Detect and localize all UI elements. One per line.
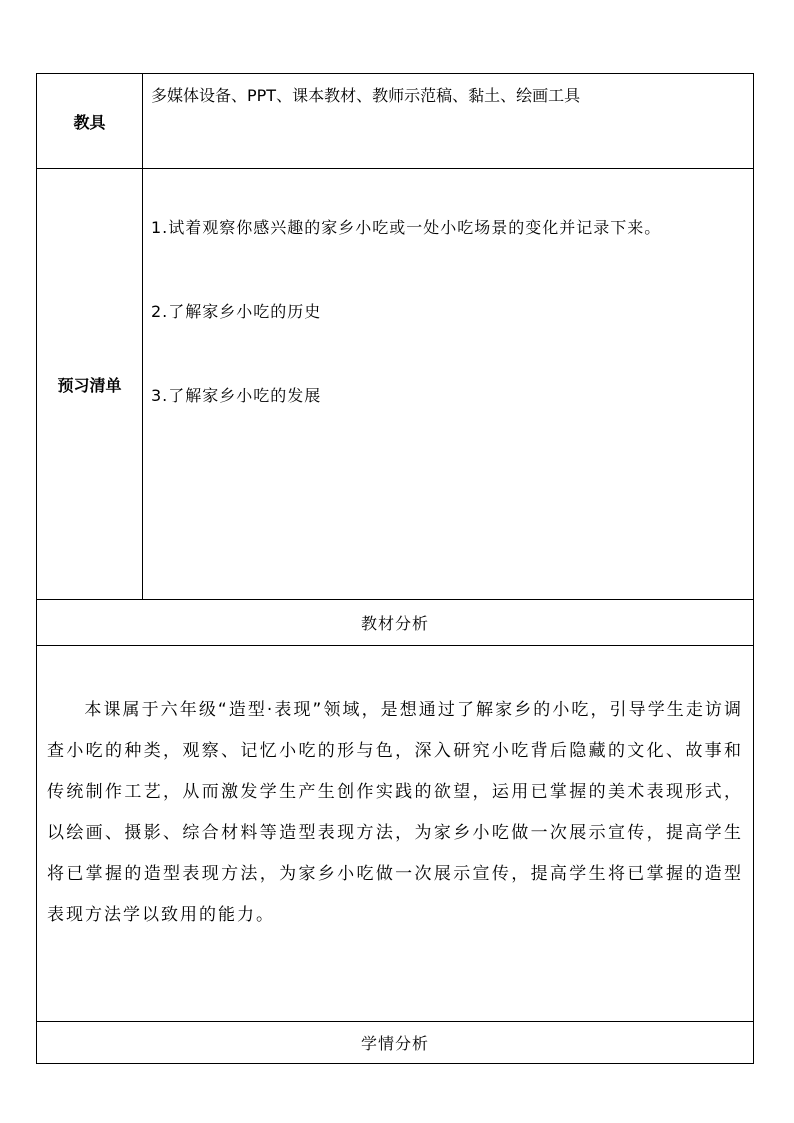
preview-list-row xyxy=(37,169,754,600)
textbook-analysis-row xyxy=(37,646,754,1022)
textbook-analysis-cell xyxy=(37,646,754,1022)
preview-list-label: 预习清单 xyxy=(37,169,143,600)
textbook-analysis-heading: 教材分析 xyxy=(37,600,754,646)
lesson-plan-table xyxy=(36,73,754,1064)
preview-item-2: 2.了解家乡小吃的历史 xyxy=(151,302,322,321)
teaching-tools-value: 多媒体设备、PPT、课本教材、教师示范稿、黏土、绘画工具 xyxy=(143,74,754,169)
teaching-tools-label: 教具 xyxy=(37,74,143,169)
preview-list-items xyxy=(143,169,754,600)
learner-analysis-heading-row xyxy=(37,1022,754,1064)
preview-item-3: 3.了解家乡小吃的发展 xyxy=(151,386,322,405)
preview-item-1: 1.试着观察你感兴趣的家乡小吃或一处小吃场景的变化并记录下来。 xyxy=(151,218,662,237)
teaching-tools-row xyxy=(37,74,754,169)
learner-analysis-heading: 学情分析 xyxy=(37,1022,754,1064)
textbook-analysis-heading-row xyxy=(37,600,754,646)
textbook-analysis-paragraph: 本课属于六年级“造型·表现”领域，是想通过了解家乡的小吃，引导学生走访调查小吃的种类，观察、记忆小吃的形与色，深入研究小吃背后隐藏的文化、故事和传统制作工艺，从而激发学生产生创作实践的欲望，运用已掌握的美术表现形式，以绘画、摄影、综合材料等造型表现方法，为家乡小吃做一次展示宣传，提高学生将已掌握的造型表现方法，为家乡小吃做一次展示宣传，提高学生将已掌握的造型表现方法学以致用的能力。 xyxy=(47,700,743,925)
